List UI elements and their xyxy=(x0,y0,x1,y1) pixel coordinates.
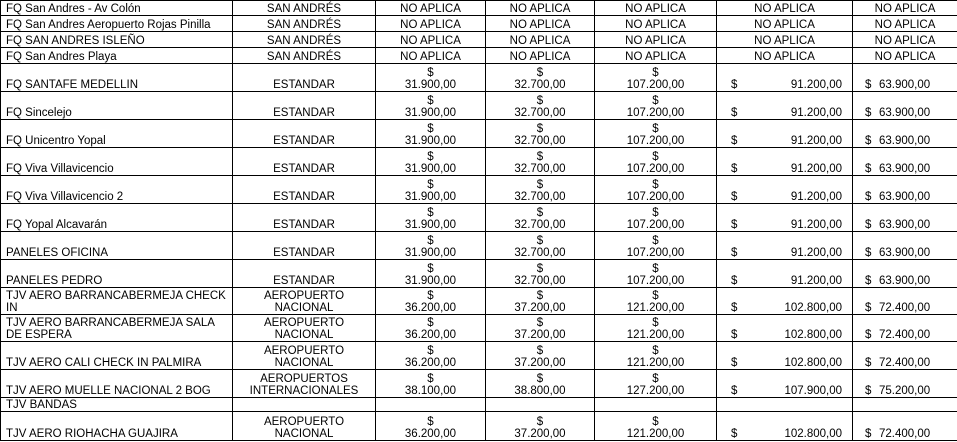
location-name-cell: TJV AERO RIOHACHA GUAJIRA xyxy=(1,412,233,441)
price-cell xyxy=(595,412,717,441)
currency-symbol: $ xyxy=(652,345,659,357)
category-cell: AEROPUERTO NACIONAL xyxy=(233,412,376,441)
category-cell: SAN ANDRÉS xyxy=(233,48,376,64)
price-cell xyxy=(486,342,595,370)
price-cell xyxy=(376,370,486,398)
price-value: 37.200,00 xyxy=(514,428,566,440)
price-cell xyxy=(376,288,486,315)
price-value: 37.200,00 xyxy=(514,329,566,341)
price-cell xyxy=(853,288,957,315)
currency-symbol: $ xyxy=(427,123,434,135)
price-cell xyxy=(853,398,957,412)
price-value: 63.900,00 xyxy=(879,191,931,203)
price-value: 63.900,00 xyxy=(879,247,931,259)
currency-symbol: $ xyxy=(652,123,659,135)
price-value: 32.700,00 xyxy=(514,107,566,119)
category-cell: ESTANDAR xyxy=(233,64,376,92)
price-cell xyxy=(717,204,853,232)
currency-symbol: $ xyxy=(652,67,659,79)
price-cell xyxy=(376,398,486,412)
price-cell xyxy=(717,260,853,288)
price-cell xyxy=(853,92,957,120)
category-cell: ESTANDAR xyxy=(233,232,376,260)
price-cell: NO APLICA xyxy=(853,16,957,32)
table-row xyxy=(1,204,957,232)
category-cell: SAN ANDRÉS xyxy=(233,1,376,16)
table-row xyxy=(1,342,957,370)
location-name-cell: PANELES PEDRO xyxy=(1,260,233,288)
currency-symbol: $ xyxy=(536,235,544,247)
currency-symbol: $ xyxy=(427,416,434,428)
price-cell xyxy=(595,204,717,232)
price-value: 121.200,00 xyxy=(626,428,685,440)
price-cell xyxy=(486,176,595,204)
category-cell: AEROPUERTO NACIONAL xyxy=(233,315,376,342)
category-cell: AEROPUERTOS INTERNACIONALES xyxy=(233,370,376,398)
price-value: 31.900,00 xyxy=(404,79,457,91)
currency-symbol: $ xyxy=(536,263,544,275)
price-value: 91.200,00 xyxy=(790,135,842,147)
price-cell: NO APLICA xyxy=(717,32,853,48)
price-cell: NO APLICA xyxy=(717,16,853,32)
price-cell xyxy=(717,92,853,120)
currency-symbol: $ xyxy=(731,219,738,231)
currency-symbol: $ xyxy=(731,357,738,369)
price-value: 102.800,00 xyxy=(784,357,842,369)
table-row xyxy=(1,120,957,148)
currency-symbol: $ xyxy=(865,135,872,147)
price-value: 36.200,00 xyxy=(404,428,457,440)
currency-symbol: $ xyxy=(865,357,872,369)
price-cell: NO APLICA xyxy=(376,1,486,16)
price-cell xyxy=(486,288,595,315)
currency-symbol: $ xyxy=(652,290,659,302)
currency-symbol: $ xyxy=(427,235,434,247)
price-value: 63.900,00 xyxy=(879,107,931,119)
price-value: 63.900,00 xyxy=(879,135,931,147)
price-cell xyxy=(717,412,853,441)
price-cell: NO APLICA xyxy=(486,32,595,48)
location-name-cell: TJV AERO BARRANCABERMEJA SALA DE ESPERA xyxy=(1,315,233,342)
location-name-cell: FQ San Andres - Av Colón xyxy=(1,1,233,16)
category-cell: AEROPUERTO NACIONAL xyxy=(233,288,376,315)
price-cell xyxy=(376,315,486,342)
price-cell: NO APLICA xyxy=(595,32,717,48)
category-cell: ESTANDAR xyxy=(233,120,376,148)
location-name-cell: FQ Sincelejo xyxy=(1,92,233,120)
price-cell xyxy=(595,370,717,398)
price-value: 36.200,00 xyxy=(404,329,457,341)
price-cell xyxy=(595,120,717,148)
price-cell xyxy=(717,232,853,260)
price-cell xyxy=(486,92,595,120)
price-cell xyxy=(486,120,595,148)
price-value: 37.200,00 xyxy=(514,302,566,314)
price-value: 91.200,00 xyxy=(790,219,842,231)
price-value: 31.900,00 xyxy=(404,191,457,203)
currency-symbol: $ xyxy=(865,191,872,203)
table-row xyxy=(1,148,957,176)
currency-symbol: $ xyxy=(427,290,434,302)
location-name-cell: TJV BANDAS xyxy=(1,398,233,412)
price-value: 102.800,00 xyxy=(784,302,842,314)
price-value: 107.200,00 xyxy=(626,79,685,91)
price-cell: NO APLICA xyxy=(595,48,717,64)
price-value: 107.200,00 xyxy=(626,135,685,147)
table-row xyxy=(1,1,957,16)
currency-symbol: $ xyxy=(865,275,872,287)
price-cell: NO APLICA xyxy=(595,16,717,32)
currency-symbol: $ xyxy=(427,95,434,107)
price-value: 32.700,00 xyxy=(514,163,566,175)
location-name-cell: FQ Viva Villavicencio 2 xyxy=(1,176,233,204)
price-cell: NO APLICA xyxy=(486,1,595,16)
currency-symbol: $ xyxy=(865,329,872,341)
currency-symbol: $ xyxy=(427,317,434,329)
price-cell xyxy=(717,148,853,176)
price-value: 32.700,00 xyxy=(514,247,566,259)
category-cell: SAN ANDRÉS xyxy=(233,32,376,48)
price-cell xyxy=(486,412,595,441)
price-value: 31.900,00 xyxy=(404,163,457,175)
price-cell xyxy=(717,176,853,204)
price-cell xyxy=(853,315,957,342)
currency-symbol: $ xyxy=(536,67,544,79)
price-value: 91.200,00 xyxy=(790,247,842,259)
currency-symbol: $ xyxy=(652,95,659,107)
price-cell xyxy=(376,92,486,120)
currency-symbol: $ xyxy=(865,302,872,314)
currency-symbol: $ xyxy=(865,79,872,91)
currency-symbol: $ xyxy=(427,373,434,385)
currency-symbol: $ xyxy=(536,290,544,302)
price-value: 31.900,00 xyxy=(404,135,457,147)
category-cell: ESTANDAR xyxy=(233,204,376,232)
currency-symbol: $ xyxy=(652,317,659,329)
price-cell xyxy=(853,120,957,148)
currency-symbol: $ xyxy=(731,79,738,91)
currency-symbol: $ xyxy=(865,163,872,175)
price-value: 91.200,00 xyxy=(790,107,842,119)
table-row xyxy=(1,176,957,204)
price-value: 31.900,00 xyxy=(404,247,457,259)
price-value: 32.700,00 xyxy=(514,79,566,91)
price-cell xyxy=(853,370,957,398)
price-cell xyxy=(853,232,957,260)
price-value: 72.400,00 xyxy=(879,428,931,440)
currency-symbol: $ xyxy=(536,207,544,219)
price-value: 121.200,00 xyxy=(626,329,685,341)
price-cell xyxy=(376,176,486,204)
price-cell xyxy=(376,342,486,370)
price-value: 32.700,00 xyxy=(514,191,566,203)
currency-symbol: $ xyxy=(652,235,659,247)
table-row xyxy=(1,48,957,64)
currency-symbol: $ xyxy=(731,107,738,119)
location-name-cell: PANELES OFICINA xyxy=(1,232,233,260)
price-value: 102.800,00 xyxy=(784,329,842,341)
price-cell xyxy=(717,64,853,92)
price-cell xyxy=(595,288,717,315)
table-row xyxy=(1,92,957,120)
category-cell xyxy=(233,398,376,412)
price-value: 63.900,00 xyxy=(879,219,931,231)
currency-symbol: $ xyxy=(652,179,659,191)
price-cell xyxy=(595,148,717,176)
price-value: 107.200,00 xyxy=(626,275,685,287)
location-name-cell: FQ Yopal Alcavarán xyxy=(1,204,233,232)
price-value: 38.800,00 xyxy=(514,385,566,397)
price-cell: NO APLICA xyxy=(853,1,957,16)
currency-symbol: $ xyxy=(652,207,659,219)
currency-symbol: $ xyxy=(427,263,434,275)
price-cell xyxy=(717,398,853,412)
price-cell: NO APLICA xyxy=(376,16,486,32)
location-name-cell: FQ San Andres Playa xyxy=(1,48,233,64)
currency-symbol: $ xyxy=(427,207,434,219)
price-cell xyxy=(376,64,486,92)
price-cell xyxy=(853,64,957,92)
price-value: 72.400,00 xyxy=(879,329,931,341)
currency-symbol: $ xyxy=(865,428,872,440)
price-value: 63.900,00 xyxy=(879,79,931,91)
price-value: 91.200,00 xyxy=(790,275,842,287)
price-value: 72.400,00 xyxy=(879,302,931,314)
price-value: 31.900,00 xyxy=(404,275,457,287)
category-cell: ESTANDAR xyxy=(233,176,376,204)
currency-symbol: $ xyxy=(731,275,738,287)
price-cell xyxy=(853,176,957,204)
table-row xyxy=(1,288,957,315)
price-cell xyxy=(717,342,853,370)
currency-symbol: $ xyxy=(865,219,872,231)
currency-symbol: $ xyxy=(731,428,738,440)
category-cell: ESTANDAR xyxy=(233,148,376,176)
price-value: 127.200,00 xyxy=(626,385,685,397)
location-name-cell: FQ SAN ANDRES ISLEÑO xyxy=(1,32,233,48)
price-value: 31.900,00 xyxy=(404,107,457,119)
price-cell xyxy=(376,232,486,260)
price-value: 107.200,00 xyxy=(626,163,685,175)
price-cell: NO APLICA xyxy=(853,48,957,64)
category-cell: ESTANDAR xyxy=(233,260,376,288)
table-row xyxy=(1,315,957,342)
price-cell xyxy=(376,120,486,148)
price-cell xyxy=(595,342,717,370)
price-cell: NO APLICA xyxy=(717,48,853,64)
price-cell xyxy=(376,260,486,288)
price-cell xyxy=(853,204,957,232)
price-cell xyxy=(376,148,486,176)
price-cell xyxy=(486,260,595,288)
price-value: 75.200,00 xyxy=(879,385,931,397)
table-row xyxy=(1,260,957,288)
currency-symbol: $ xyxy=(536,317,544,329)
currency-symbol: $ xyxy=(652,151,659,163)
currency-symbol: $ xyxy=(536,179,544,191)
price-cell xyxy=(486,232,595,260)
price-value: 91.200,00 xyxy=(790,163,842,175)
price-value: 121.200,00 xyxy=(626,302,685,314)
price-value: 107.900,00 xyxy=(784,385,842,397)
location-name-cell: FQ Unicentro Yopal xyxy=(1,120,233,148)
currency-symbol: $ xyxy=(865,385,872,397)
price-cell xyxy=(853,260,957,288)
price-cell: NO APLICA xyxy=(486,48,595,64)
currency-symbol: $ xyxy=(731,385,738,397)
price-value: 107.200,00 xyxy=(626,191,685,203)
table-row xyxy=(1,32,957,48)
currency-symbol: $ xyxy=(652,373,659,385)
price-value: 63.900,00 xyxy=(879,275,931,287)
currency-symbol: $ xyxy=(536,345,544,357)
price-value: 32.700,00 xyxy=(514,219,566,231)
currency-symbol: $ xyxy=(731,135,738,147)
price-cell xyxy=(376,204,486,232)
price-cell xyxy=(853,412,957,441)
price-cell xyxy=(486,315,595,342)
price-cell xyxy=(486,398,595,412)
price-cell xyxy=(717,120,853,148)
price-value: 63.900,00 xyxy=(879,163,931,175)
price-cell: NO APLICA xyxy=(853,32,957,48)
currency-symbol: $ xyxy=(427,179,434,191)
price-cell xyxy=(595,260,717,288)
price-cell xyxy=(486,148,595,176)
location-name-cell: FQ SANTAFE MEDELLIN xyxy=(1,64,233,92)
currency-symbol: $ xyxy=(536,416,544,428)
price-value: 107.200,00 xyxy=(626,247,685,259)
price-cell xyxy=(486,64,595,92)
table-row xyxy=(1,370,957,398)
price-value: 102.800,00 xyxy=(784,428,842,440)
price-value: 121.200,00 xyxy=(626,357,685,369)
table-row xyxy=(1,232,957,260)
price-cell xyxy=(717,315,853,342)
location-name-cell: FQ San Andres Aeropuerto Rojas Pinilla xyxy=(1,16,233,32)
price-cell: NO APLICA xyxy=(376,48,486,64)
price-value: 32.700,00 xyxy=(514,275,566,287)
price-value: 107.200,00 xyxy=(626,107,685,119)
price-cell xyxy=(595,64,717,92)
price-cell xyxy=(595,176,717,204)
price-value: 91.200,00 xyxy=(790,79,842,91)
currency-symbol: $ xyxy=(731,302,738,314)
category-cell: ESTANDAR xyxy=(233,92,376,120)
currency-symbol: $ xyxy=(731,329,738,341)
price-value: 107.200,00 xyxy=(626,219,685,231)
price-cell xyxy=(595,315,717,342)
currency-symbol: $ xyxy=(427,345,434,357)
table-row xyxy=(1,16,957,32)
table-row xyxy=(1,64,957,92)
price-cell xyxy=(595,92,717,120)
location-name-cell: FQ Viva Villavicencio xyxy=(1,148,233,176)
price-value: 91.200,00 xyxy=(790,191,842,203)
currency-symbol: $ xyxy=(536,151,544,163)
currency-symbol: $ xyxy=(731,163,738,175)
location-name-cell: TJV AERO CALI CHECK IN PALMIRA xyxy=(1,342,233,370)
price-cell xyxy=(486,370,595,398)
currency-symbol: $ xyxy=(652,263,659,275)
price-value: 31.900,00 xyxy=(404,219,457,231)
currency-symbol: $ xyxy=(427,67,434,79)
price-cell xyxy=(486,204,595,232)
price-cell: NO APLICA xyxy=(717,1,853,16)
price-value: 37.200,00 xyxy=(514,357,566,369)
location-name-cell: TJV AERO BARRANCABERMEJA CHECK IN xyxy=(1,288,233,315)
category-cell: AEROPUERTO NACIONAL xyxy=(233,342,376,370)
price-value: 36.200,00 xyxy=(404,302,457,314)
price-cell: NO APLICA xyxy=(486,16,595,32)
currency-symbol: $ xyxy=(731,191,738,203)
price-cell xyxy=(717,370,853,398)
price-cell: NO APLICA xyxy=(595,1,717,16)
price-cell xyxy=(376,412,486,441)
price-value: 32.700,00 xyxy=(514,135,566,147)
currency-symbol: $ xyxy=(427,151,434,163)
currency-symbol: $ xyxy=(731,247,738,259)
currency-symbol: $ xyxy=(652,416,659,428)
currency-symbol: $ xyxy=(536,373,544,385)
price-cell xyxy=(853,342,957,370)
price-cell xyxy=(595,232,717,260)
table-row xyxy=(1,398,957,412)
price-value: 36.200,00 xyxy=(404,357,457,369)
location-name-cell: TJV AERO MUELLE NACIONAL 2 BOG xyxy=(1,370,233,398)
price-cell xyxy=(853,148,957,176)
category-cell: SAN ANDRÉS xyxy=(233,16,376,32)
currency-symbol: $ xyxy=(536,123,544,135)
price-cell xyxy=(717,288,853,315)
currency-symbol: $ xyxy=(536,95,544,107)
price-value: 38.100,00 xyxy=(404,385,457,397)
price-cell xyxy=(595,398,717,412)
table-row xyxy=(1,412,957,441)
price-value: 72.400,00 xyxy=(879,357,931,369)
price-cell: NO APLICA xyxy=(376,32,486,48)
currency-symbol: $ xyxy=(865,107,872,119)
currency-symbol: $ xyxy=(865,247,872,259)
